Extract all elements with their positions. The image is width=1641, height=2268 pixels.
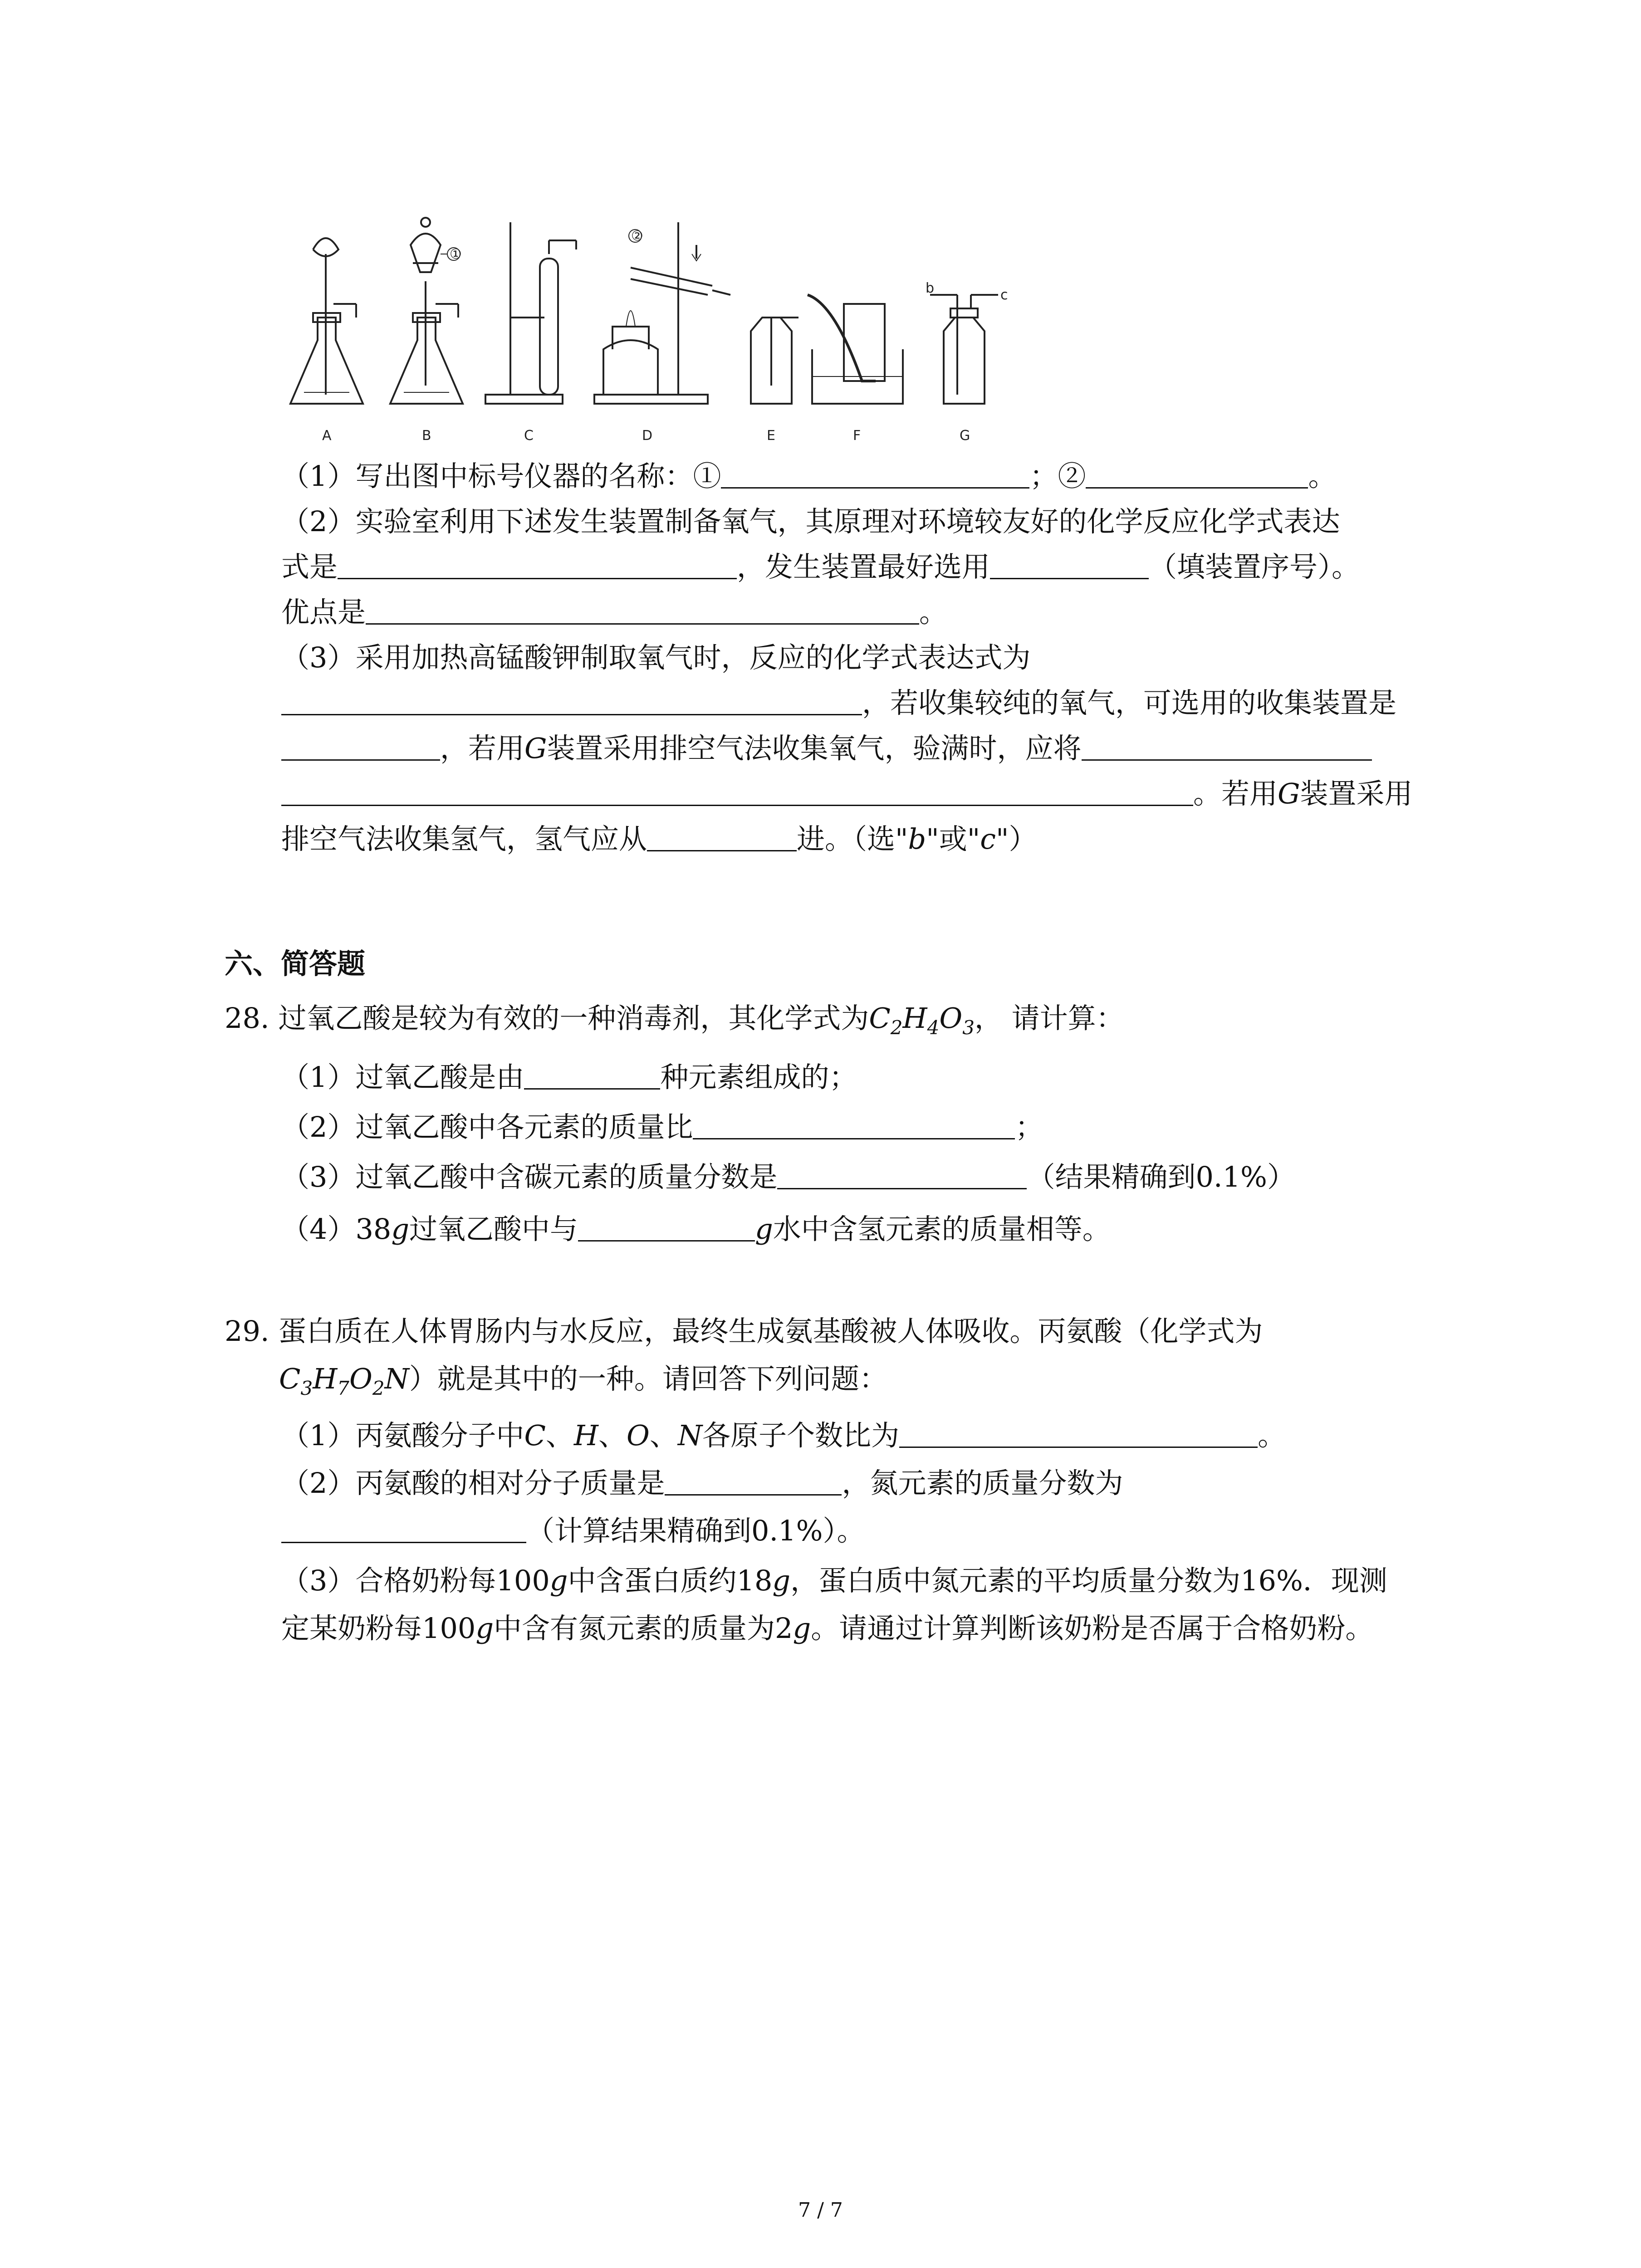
answer-blank[interactable]: [281, 686, 862, 715]
formula-alanine: $C_3H_7O_2N$: [279, 1362, 409, 1399]
label-e: E: [767, 428, 775, 444]
q29-stem-line2: $C_3H_7O_2N$）就是其中的一种。请回答下列问题：: [279, 1362, 887, 1399]
page-number: 7 / 7: [798, 2199, 843, 2222]
marker-2: ②: [631, 228, 643, 244]
answer-blank[interactable]: [647, 822, 797, 851]
q27-part3-line5: 排空气法收集氢气，氢气应从 进。（选"b"或"c"）: [281, 822, 1037, 855]
q27-part3-line1: （3）采用加热高锰酸钾制取氧气时，反应的化学式表达式为: [281, 641, 1031, 674]
apparatus-a: [290, 238, 363, 404]
answer-blank[interactable]: [578, 1212, 755, 1242]
q29-part2-line1: （2）丙氨酸的相对分子质量是 ，氮元素的质量分数为: [281, 1466, 1123, 1500]
q27-part2-line2: 式是 ，发生装置最好选用 （填装置序号）。: [281, 550, 1360, 583]
label-f: F: [853, 428, 861, 444]
answer-blank[interactable]: [1082, 731, 1372, 761]
answer-blank[interactable]: [777, 1160, 1027, 1189]
section-title: 六、简答题: [225, 947, 366, 980]
label-a: A: [322, 428, 332, 444]
apparatus-e: [751, 318, 798, 404]
q27-part3-line2: ，若收集较纯的氧气，可选用的收集装置是: [281, 683, 1396, 723]
apparatus-diagram: [277, 213, 1071, 454]
answer-blank[interactable]: [899, 1418, 1258, 1448]
q27-part3-line3: ，若用G装置采用排空气法收集氧气，验满时，应将: [281, 728, 1372, 769]
formula-peracetic-acid: $C_2H_4O_3$: [869, 1002, 975, 1039]
answer-blank[interactable]: [338, 550, 737, 579]
q29-part1: （1）丙氨酸分子中C、H、O、N各原子个数比为 。: [281, 1419, 1286, 1452]
answer-blank[interactable]: [693, 1110, 1015, 1139]
q27-part2-line1: （2）实验室利用下述发生装置制备氧气，其原理对环境较友好的化学反应化学式表达: [281, 505, 1340, 538]
apparatus-d: [594, 222, 730, 404]
port-b-label: b: [926, 280, 935, 296]
apparatus-b: [390, 218, 463, 404]
apparatus-g: [926, 280, 1008, 404]
answer-blank[interactable]: [281, 731, 440, 761]
answer-blank[interactable]: [721, 459, 1029, 489]
apparatus-f: [808, 295, 903, 404]
label-g: G: [960, 428, 970, 444]
answer-blank[interactable]: [366, 595, 919, 625]
q29-part3-line1: （3）合格奶粉每100g中含蛋白质约18g，蛋白质中氮元素的平均质量分数为16%．现测: [281, 1564, 1387, 1597]
q27-part1: （1）写出图中标号仪器的名称：① ；② 。: [281, 459, 1337, 493]
apparatus-figure: [277, 213, 1071, 454]
q27-part3-line4: 。若用G装置采用: [281, 773, 1413, 814]
answer-blank[interactable]: [665, 1466, 842, 1496]
q28-stem: 28. 过氧乙酸是较为有效的一种消毒剂，其化学式为$C_2H_4O_3$， 请计算：: [225, 1002, 1124, 1039]
q29-part2-line2: （计算结果精确到0.1%）。: [281, 1510, 865, 1551]
q28-part3: （3）过氧乙酸中含碳元素的质量分数是 （结果精确到0.1%）: [281, 1160, 1295, 1193]
label-c: C: [524, 428, 534, 444]
q29-part3-line2: 定某奶粉每100g中含有氮元素的质量为2g。请通过计算判断该奶粉是否属于合格奶粉。: [281, 1612, 1374, 1645]
answer-blank[interactable]: [281, 1514, 526, 1543]
apparatus-c: [485, 222, 576, 404]
q28-part1: （1）过氧乙酸是由 种元素组成的；: [281, 1061, 857, 1094]
port-c-label: c: [1000, 287, 1008, 303]
q28-part4: （4）38g过氧乙酸中与 g水中含氢元素的质量相等。: [281, 1212, 1111, 1246]
answer-blank[interactable]: [281, 777, 1193, 806]
answer-blank[interactable]: [524, 1060, 660, 1090]
q29-stem-line1: 29. 蛋白质在人体胃肠内与水反应，最终生成氨基酸被人体吸收。丙氨酸（化学式为: [225, 1315, 1263, 1348]
answer-blank[interactable]: [1086, 459, 1308, 489]
label-d: D: [642, 428, 653, 444]
q28-part2: （2）过氧乙酸中各元素的质量比 ；: [281, 1110, 1043, 1144]
answer-blank[interactable]: [990, 550, 1149, 579]
label-b: B: [422, 428, 431, 444]
marker-1: ①: [450, 246, 462, 262]
q27-part2-line3: 优点是 。: [281, 596, 948, 629]
